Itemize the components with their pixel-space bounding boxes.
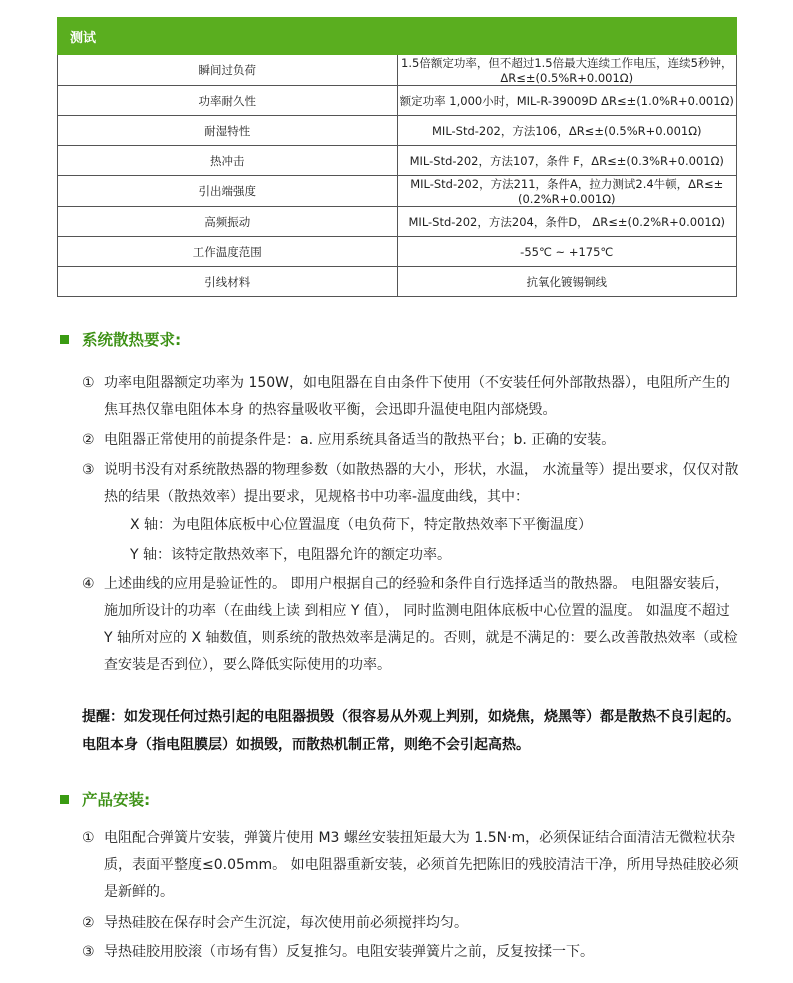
cooling-title-text: 系统散热要求:	[82, 331, 182, 349]
x-axis-note: X 轴：为电阻体底板中心位置温度（电负荷下，特定散热效率下平衡温度）	[130, 517, 593, 533]
item-text: 电阻配合弹簧片安装，弹簧片使用 M3 螺丝安装扭矩最大为 1.5N·m，必须保证结合面清洁无微粒状杂质，表面平整度≤0.05mm。 如电阻器重新安装，必须首先把陈旧的残胶清洁干净，所用导热硅胶必须是新鲜的。	[104, 830, 739, 900]
row-label: 工作温度范围	[58, 237, 398, 267]
item-text: 电阻器正常使用的前提条件是：a. 应用系统具备适当的散热平台；b. 正确的安装。	[104, 432, 616, 448]
install-section-title	[60, 788, 150, 810]
install-item-3	[82, 939, 742, 966]
item-number: ③	[82, 944, 95, 960]
row-label: 热冲击	[58, 146, 398, 176]
item-text: 功率电阻器额定功率为 150W，如电阻器在自由条件下使用（不安装任何外部散热器），电阻所产生的焦耳热仅靠电阻体本身 的热容量吸收平衡，会迅即升温使电阻内部烧毁。	[104, 375, 731, 418]
row-label: 引出端强度	[58, 176, 398, 207]
table-row	[58, 146, 737, 176]
item-number: ④	[82, 576, 95, 592]
row-value: 抗氧化镀锡铜线	[397, 267, 737, 297]
square-bullet-icon	[60, 795, 69, 804]
item-text: 导热硅胶用胶滚（市场有售）反复推匀。电阻安装弹簧片之前，反复按揉一下。	[104, 944, 594, 960]
install-item-1	[82, 825, 742, 906]
warning-note: 提醒：如发现任何过热引起的电阻器损毁（很容易从外观上判别，如烧焦，烧黑等）都是散热不良引起的。电阻本身（指电阻膜层）如损毁，而散热机制正常，则绝不会引起高热。	[82, 709, 740, 753]
row-value: MIL-Std-202，方法204，条件D， ΔR≤±(0.2%R+0.001Ω)	[397, 207, 737, 237]
cooling-item-4	[82, 571, 742, 679]
item-text: 导热硅胶在保存时会产生沉淀，每次使用前必须搅拌均匀。	[104, 915, 468, 931]
item-number: ③	[82, 462, 95, 478]
row-label: 功率耐久性	[58, 86, 398, 116]
table-row	[58, 207, 737, 237]
table-row	[58, 55, 737, 86]
row-value: -55℃ ~ +175℃	[397, 237, 737, 267]
row-label: 引线材料	[58, 267, 398, 297]
table-header-row	[58, 18, 737, 55]
row-label: 耐湿特性	[58, 116, 398, 146]
table-header: 测试	[58, 18, 737, 55]
item-number: ①	[82, 830, 95, 846]
install-title-text: 产品安装:	[82, 791, 151, 809]
table-row	[58, 267, 737, 297]
install-item-2	[82, 910, 742, 937]
cooling-section-title	[60, 328, 181, 350]
row-label: 高频振动	[58, 207, 398, 237]
item-number: ②	[82, 432, 95, 448]
spec-table	[57, 17, 737, 297]
item-text: 说明书没有对系统散热器的物理参数（如散热器的大小，形状，水温， 水流量等）提出要求，仅仅对散热的结果（散热效率）提出要求，见规格书中功率-温度曲线，其中：	[104, 462, 739, 505]
row-value: 额定功率 1,000小时，MIL-R-39009D ΔR≤±(1.0%R+0.001Ω)	[397, 86, 737, 116]
row-value: MIL-Std-202，方法211，条件A，拉力测试2.4牛顿，ΔR≤±(0.2%R+0.001Ω)	[397, 176, 737, 207]
table-row	[58, 116, 737, 146]
cooling-item-3	[82, 457, 742, 511]
table-row	[58, 86, 737, 116]
table-row	[58, 176, 737, 207]
square-bullet-icon	[60, 335, 69, 344]
item-number: ①	[82, 375, 95, 391]
row-value: MIL-Std-202，方法106，ΔR≤±(0.5%R+0.001Ω)	[397, 116, 737, 146]
y-axis-note: Y 轴：该特定散热效率下，电阻器允许的额定功率。	[130, 547, 452, 563]
cooling-item-1	[82, 370, 742, 424]
cooling-item-2	[82, 427, 742, 454]
item-number: ②	[82, 915, 95, 931]
table-row	[58, 237, 737, 267]
item-text: 上述曲线的应用是验证性的。 即用户根据自己的经验和条件自行选择适当的散热器。 电阻器安装后，施加所设计的功率（在曲线上读 到相应 Y 值）， 同时监测电阻体底板中心位置的温度。 如温度不超过 Y 轴所对应的 X 轴数值，则系统的散热效率是满足的。否则，就是不满足的：要么改善散热效率（或检查安装是否到位），要么降低实际使用的功率。	[104, 576, 738, 673]
row-value: 1.5倍额定功率，但不超过1.5倍最大连续工作电压，连续5秒钟，ΔR≤±(0.5%R+0.001Ω)	[397, 55, 737, 86]
row-label: 瞬间过负荷	[58, 55, 398, 86]
row-value: MIL-Std-202，方法107，条件 F，ΔR≤±(0.3%R+0.001Ω)	[397, 146, 737, 176]
